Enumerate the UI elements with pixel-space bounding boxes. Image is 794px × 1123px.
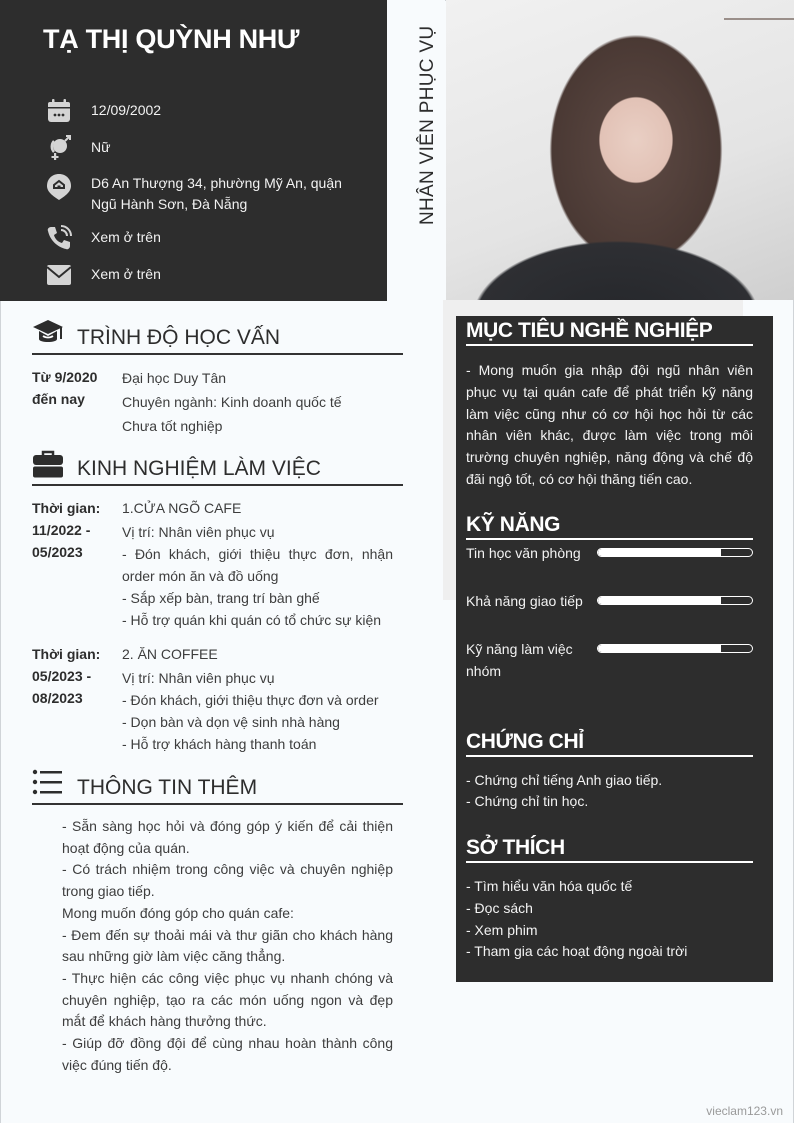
hobby-item: - Đọc sách — [466, 899, 533, 916]
additional-line: - Thực hiện các công việc phục vụ nhanh chóng và chuyên nghiệp, tạo ra các món uống ngon và đẹp mắt để khách hàng thưởng thức. — [62, 969, 393, 1030]
photo-decor — [724, 18, 794, 20]
additional-line: - Đem đến sự thoải mái và thư giãn cho khách hàng sau những giờ làm việc căng thẳng. — [62, 926, 393, 965]
certificate-item: - Chứng chỉ tiếng Anh giao tiếp. — [466, 772, 663, 788]
company-name: 1.CỬA NGÕ CAFE — [122, 500, 242, 516]
major: Chuyên ngành: Kinh doanh quốc tế — [122, 394, 342, 410]
education-title: TRÌNH ĐỘ HỌC VẤN — [77, 326, 281, 349]
skill-bar — [597, 548, 753, 557]
info-gender — [45, 134, 111, 161]
info-email — [45, 261, 161, 288]
briefcase-icon — [32, 448, 64, 480]
period-start: Từ 9/2020 — [32, 369, 98, 385]
skills-title: KỸ NĂNG — [466, 513, 753, 540]
skill-bar — [597, 596, 753, 605]
certificates-list — [466, 770, 753, 812]
duty: - Dọn bàn và dọn vệ sinh nhà hàng — [122, 714, 340, 730]
period-start: 05/2023 - — [32, 668, 92, 684]
position: Vị trí: Nhân viên phục vụ — [122, 524, 275, 540]
period-start: 11/2022 - — [32, 522, 91, 538]
hobby-item: - Xem phim — [466, 921, 538, 938]
graduation-cap-icon — [32, 317, 64, 349]
gender-icon — [45, 134, 72, 161]
location-icon — [45, 173, 72, 200]
experience-details — [122, 643, 393, 755]
skill-bar-fill — [598, 597, 721, 604]
skill-bar — [597, 644, 753, 653]
skill-bar-fill — [598, 645, 721, 652]
period-end: 05/2023 — [32, 544, 83, 560]
skill-label: Tin học văn phòng — [466, 545, 581, 561]
skill-label: Kỹ năng làm việc nhóm — [466, 641, 573, 679]
objective-paragraph: - Mong muốn gia nhập đội ngũ nhân viên phục vụ tại quán cafe để phát triển kỹ năng làm việc cũng như có cơ hội học hỏi từ các nhân viên khác, được làm việc trong môi trường chuyên nghiệp, năng động và chế độ đãi ngộ tốt, có cơ hội thăng tiến cao. — [466, 362, 753, 487]
experience-period — [32, 643, 117, 709]
candidate-name: TẠ THỊ QUỲNH NHƯ — [43, 24, 300, 54]
duty: - Hỗ trợ khách hàng thanh toán — [122, 736, 317, 752]
birthdate-text: 12/09/2002 — [91, 102, 162, 118]
duty: - Hỗ trợ quán khi quán có tổ chức sự kiện — [122, 612, 382, 628]
info-birthdate — [45, 97, 162, 124]
objective-title: MỤC TIÊU NGHỀ NGHIỆP — [466, 319, 753, 346]
header-block — [0, 0, 387, 301]
duty: - Đón khách, giới thiệu thực đơn và order — [122, 692, 379, 708]
period-label: Thời gian: — [32, 500, 101, 516]
job-title-vertical — [387, 0, 445, 301]
certificates-title: CHỨNG CHỈ — [466, 730, 753, 757]
gender-text: Nữ — [91, 139, 111, 155]
list-icon — [32, 767, 64, 799]
certificate-item: - Chứng chỉ tin học. — [466, 793, 589, 809]
additional-text — [62, 816, 393, 1076]
additional-line: Mong muốn đóng góp cho quán cafe: — [62, 904, 294, 921]
hobby-item: - Tìm hiểu văn hóa quốc tế — [466, 878, 633, 894]
period-label: Thời gian: — [32, 646, 101, 662]
duty: - Sắp xếp bàn, trang trí bàn ghế — [122, 590, 320, 606]
period-end: 08/2023 — [32, 690, 83, 706]
period-end: đến nay — [32, 391, 85, 407]
school-name: Đại học Duy Tân — [122, 370, 227, 386]
skill-label: Khả năng giao tiếp — [466, 593, 583, 609]
education-details — [122, 366, 393, 438]
photo-shoulder — [446, 200, 794, 300]
watermark[interactable]: vieclam123.vn — [706, 1104, 783, 1118]
education-period — [32, 366, 117, 410]
company-name: 2. ĂN COFFEE — [122, 646, 218, 662]
email-text: Xem ở trên — [91, 266, 161, 282]
phone-text: Xem ở trên — [91, 229, 161, 245]
skill-bar-fill — [598, 549, 721, 556]
right-panel — [456, 316, 773, 982]
hobby-item: - Tham gia các hoạt động ngoài trời — [466, 943, 688, 960]
hobbies-list — [466, 876, 753, 963]
profile-photo — [446, 0, 794, 300]
objective-text — [466, 360, 753, 491]
info-phone — [45, 224, 161, 251]
job-title: NHÂN VIÊN PHỤC VỤ — [417, 25, 438, 225]
graduation-status: Chưa tốt nghiệp — [122, 418, 223, 434]
additional-header — [32, 768, 403, 805]
position: Vị trí: Nhân viên phục vụ — [122, 670, 275, 686]
phone-icon — [45, 224, 72, 251]
duty: - Đón khách, giới thiệu thực đơn, nhận order món ăn và đồ uống — [122, 546, 393, 584]
hobbies-title: SỞ THÍCH — [466, 836, 753, 863]
info-address — [45, 173, 342, 212]
education-header — [32, 318, 403, 355]
additional-line: - Sẵn sàng học hỏi và đóng góp ý kiến để cải thiện hoạt động của quán. — [62, 818, 393, 856]
experience-details — [122, 497, 393, 631]
experience-title: KINH NGHIỆM LÀM VIỆC — [77, 457, 321, 480]
address-text: D6 An Thượng 34, phường Mỹ An, quận Ngũ Hành Sơn, Đà Nẵng — [91, 175, 342, 212]
additional-line: - Giúp đỡ đồng đội để cùng nhau hoàn thành công việc đúng tiến độ. — [62, 1035, 393, 1073]
calendar-icon — [45, 97, 72, 124]
additional-title: THÔNG TIN THÊM — [77, 776, 258, 799]
experience-header — [32, 449, 403, 486]
experience-period — [32, 497, 117, 563]
email-icon — [45, 261, 72, 288]
additional-line: - Có trách nhiệm trong công việc và chuyên nghiệp trong giao tiếp. — [62, 861, 393, 900]
